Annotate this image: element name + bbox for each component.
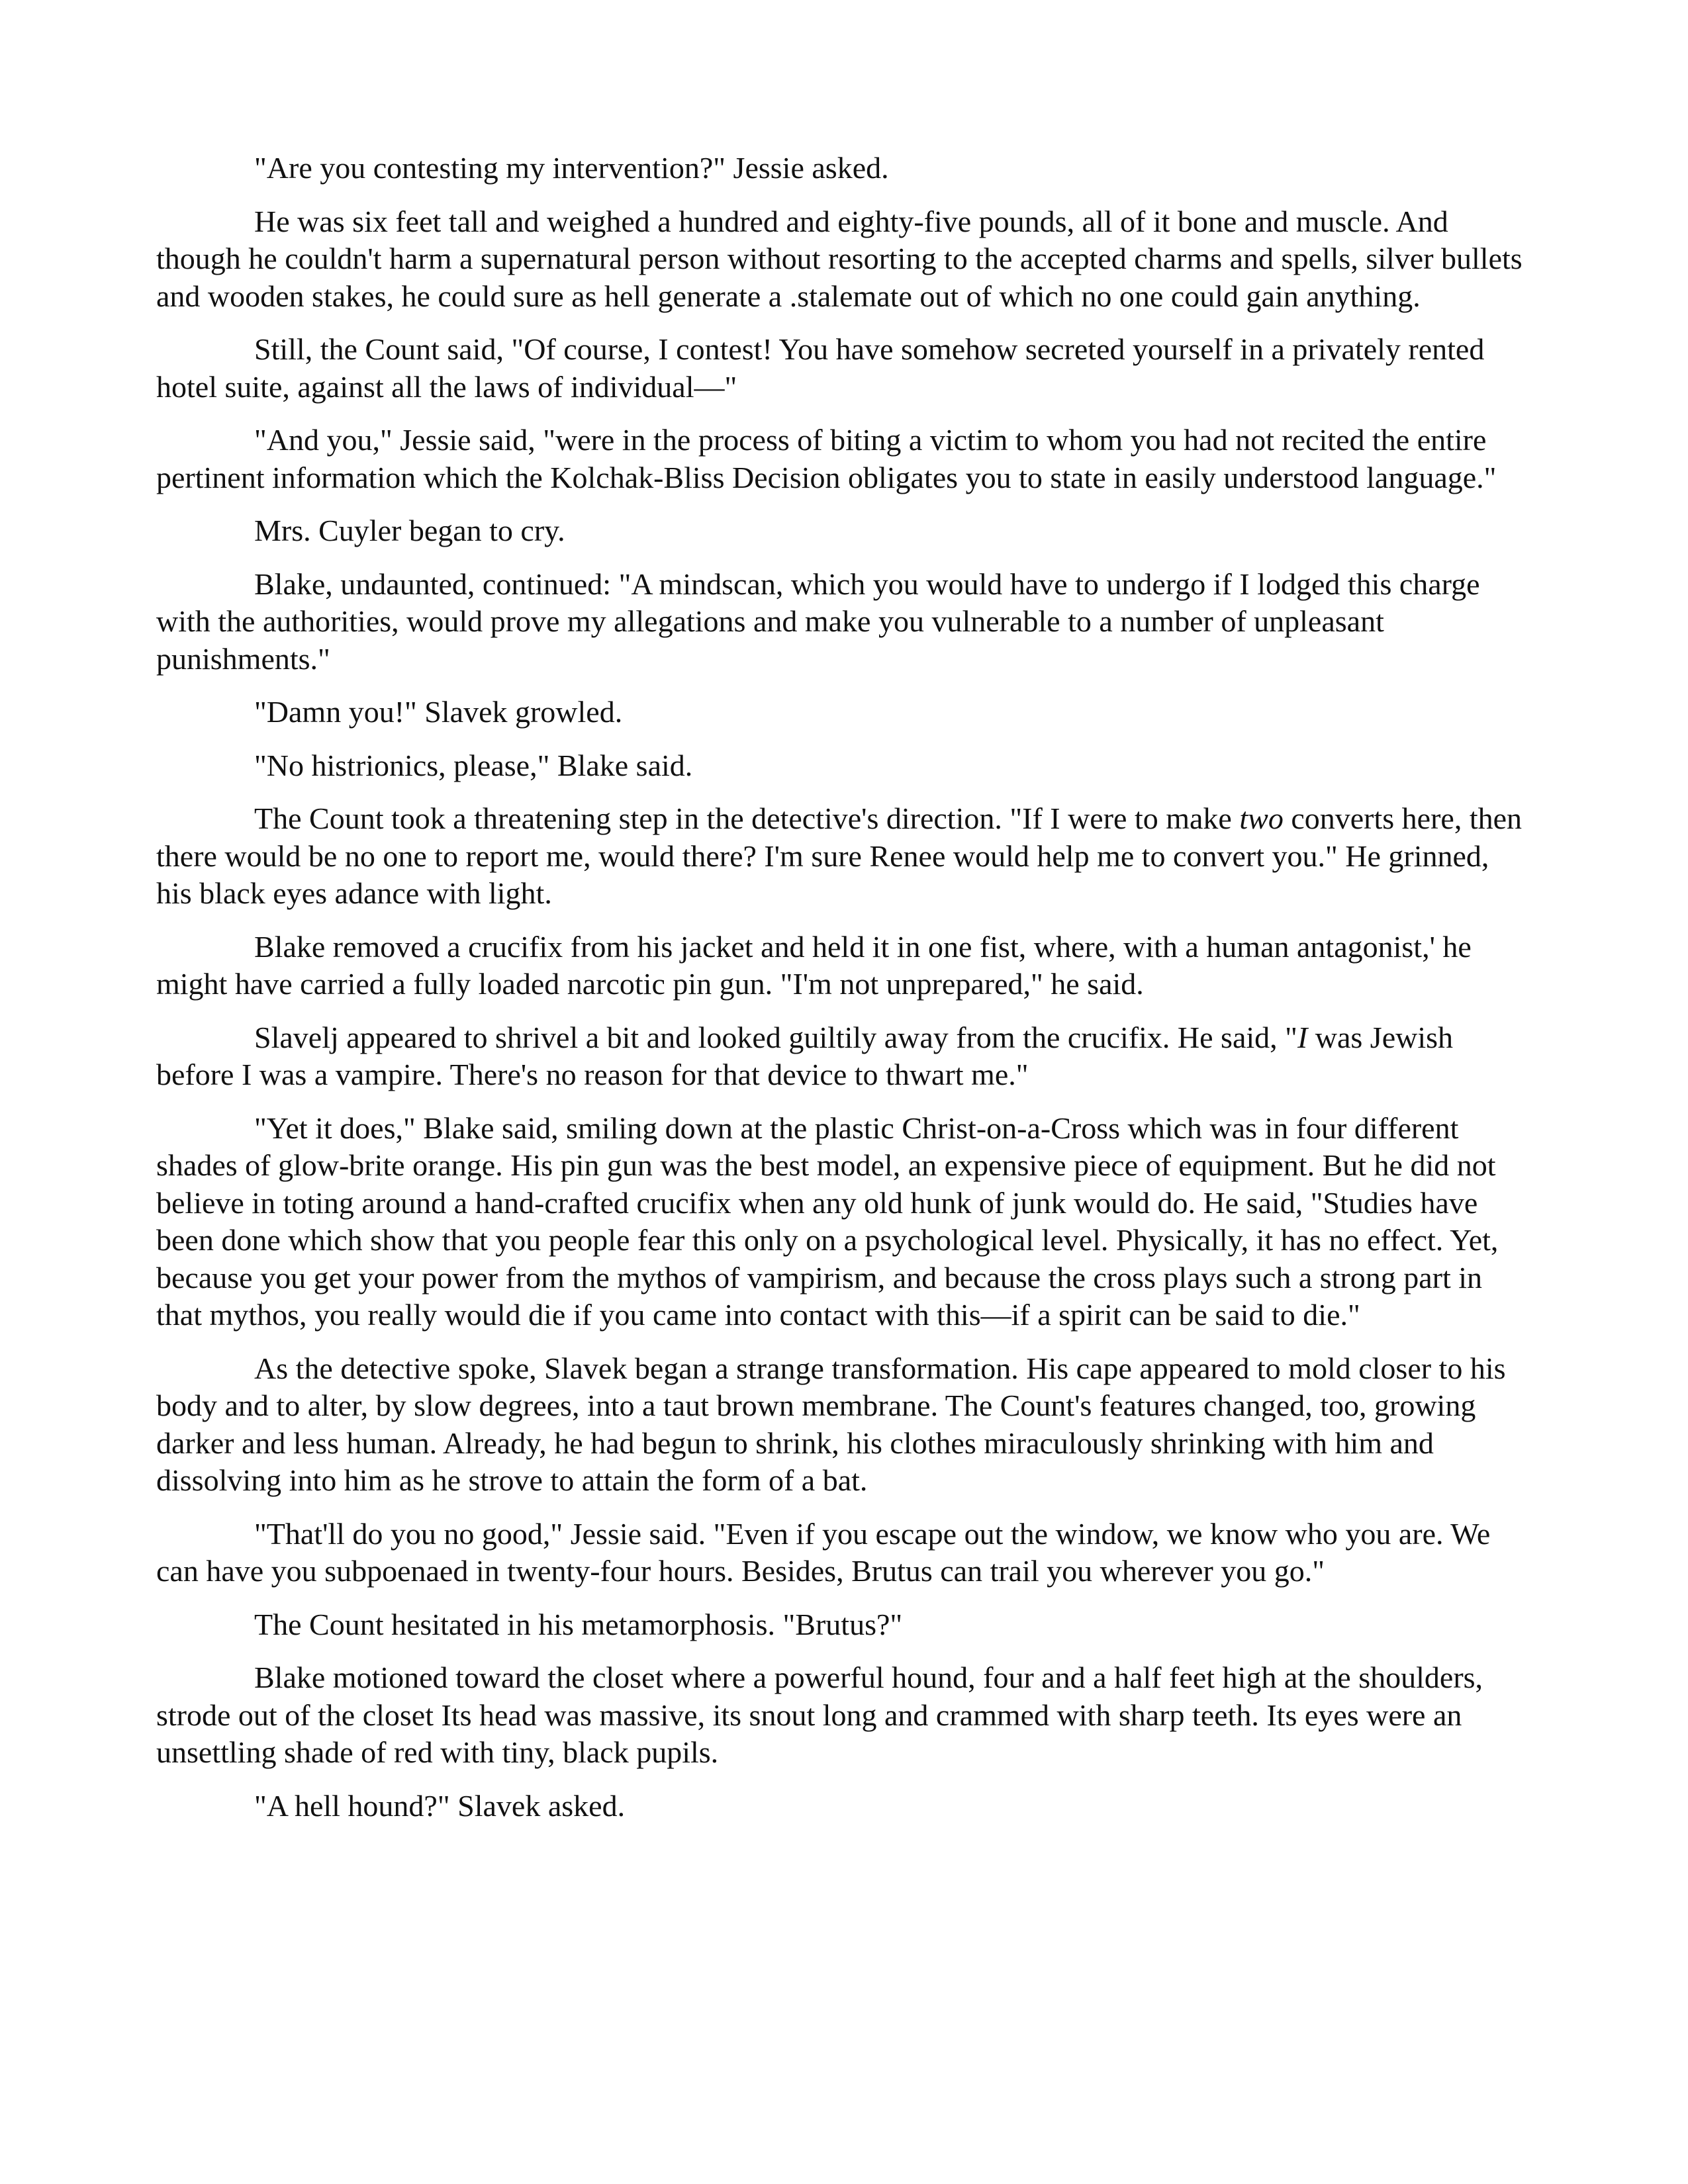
paragraph-text: Still, the Count said, "Of course, I contest! You have somehow secreted yourself in a privately rented hotel suite, against all the laws of individual—"	[156, 332, 1485, 404]
paragraph-text: "Are you contesting my intervention?" Jessie asked.	[254, 151, 889, 185]
document-page	[156, 150, 1532, 1841]
paragraph-text: Blake, undaunted, continued: "A mindscan, which you would have to undergo if I lodged this charge with the authorities, would prove my allegations and make you vulnerable to a number of unpleasant punishments."	[156, 567, 1480, 676]
paragraph-text: "No histrionics, please," Blake said.	[254, 748, 693, 782]
paragraph-text: converts here, then there would be no one to report me, would there? I'm sure Renee would help me to convert you." He grinned, his black eyes adance with light.	[156, 801, 1523, 910]
paragraph	[156, 566, 1532, 678]
paragraph-text: The Count hesitated in his metamorphosis. "Brutus?"	[254, 1607, 903, 1641]
paragraph	[156, 203, 1532, 316]
paragraph-text: He was six feet tall and weighed a hundred and eighty-five pounds, all of it bone and muscle. And though he couldn't harm a supernatural person without resorting to the accepted charms and spells, silver bullets and wooden stakes, he could sure as hell generate a .stalemate out of which no one could gain anything.	[156, 204, 1523, 313]
paragraph	[156, 800, 1532, 913]
paragraph	[156, 1788, 1532, 1825]
paragraph	[156, 150, 1532, 187]
paragraph-text: "Yet it does," Blake said, smiling down at the plastic Christ-on-a-Cross which was in four different shades of glow-brite orange. His pin gun was the best model, an expensive piece of equipment. But he did not believe in toting around a hand-crafted crucifix when any old hunk of junk would do. He said, "Studies have been done which show that you people fear this only on a psychological level. Physically, it has no effect. Yet, because you get your power from the mythos of vampirism, and because the cross plays such a strong part in that mythos, you really would die if you came into contact with this—if a spirit can be said to die."	[156, 1111, 1499, 1332]
paragraph-text: Blake motioned toward the closet where a powerful hound, four and a half feet high at the shoulders, strode out of the closet Its head was massive, its snout long and crammed with sharp teeth. Its eyes were an unsettling shade of red with tiny, black pupils.	[156, 1661, 1483, 1769]
paragraph	[156, 747, 1532, 785]
paragraph	[156, 694, 1532, 731]
paragraph-text: "A hell hound?" Slavek asked.	[254, 1788, 626, 1823]
paragraph	[156, 1019, 1532, 1094]
paragraph	[156, 512, 1532, 550]
paragraph	[156, 1350, 1532, 1500]
paragraph-text: Blake removed a crucifix from his jacket and held it in one fist, where, with a human antagonist,' he might have carried a fully loaded narcotic pin gun. "I'm not unprepared," he said.	[156, 929, 1472, 1001]
paragraph	[156, 1659, 1532, 1772]
paragraph	[156, 331, 1532, 406]
paragraph-text: "And you," Jessie said, "were in the process of biting a victim to whom you had not recited the entire pertinent information which the Kolchak-Bliss Decision obligates you to state in easily understood language."	[156, 423, 1497, 494]
paragraph-text: "That'll do you no good," Jessie said. "Even if you escape out the window, we know who you are. We can have you subpoenaed in twenty-four hours. Besides, Brutus can trail you wherever you go."	[156, 1516, 1491, 1588]
italic-text: two	[1239, 801, 1284, 835]
paragraph-text: "Damn you!" Slavek growled.	[254, 695, 623, 729]
paragraph-text: Mrs. Cuyler began to cry.	[254, 514, 565, 547]
paragraph	[156, 1606, 1532, 1644]
italic-text: I	[1297, 1020, 1308, 1054]
paragraph-text: As the detective spoke, Slavek began a strange transformation. His cape appeared to mold closer to his body and to alter, by slow degrees, into a taut brown membrane. The Count's features changed, too, growing darker and less human. Already, he had begun to shrink, his clothes miraculously shrinking with him and dissolving into him as he strove to attain the form of a bat.	[156, 1351, 1506, 1497]
paragraph-text: The Count took a threatening step in the detective's direction. "If I were to make	[254, 801, 1240, 835]
paragraph-text: Slavelj appeared to shrivel a bit and looked guiltily away from the crucifix. He said, "	[254, 1020, 1297, 1054]
paragraph	[156, 422, 1532, 496]
paragraph	[156, 1516, 1532, 1590]
paragraph	[156, 1110, 1532, 1334]
paragraph	[156, 929, 1532, 1003]
paragraph-text: was Jewish before I was a vampire. There's no reason for that device to thwart me."	[156, 1020, 1454, 1091]
